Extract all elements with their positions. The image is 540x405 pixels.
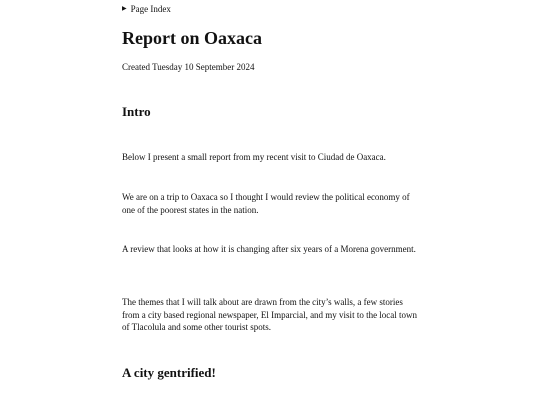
section-heading-intro: Intro	[122, 104, 151, 119]
paragraph: Below I present a small report from my recent visit to Ciudad de Oaxaca.	[122, 152, 386, 162]
created-date: Created Tuesday 10 September 2024	[122, 62, 255, 72]
triangle-right-icon[interactable]: ▶	[122, 6, 127, 12]
paragraph: The themes that I will talk about are drawn from the city’s walls, a few stories from a city based regional newspaper, El Imparcial, and my visit to the local town of Tlacolula and some other tourist spots.	[122, 297, 418, 332]
paragraph: A review that looks at how it is changing after six years of a Morena government.	[122, 244, 416, 254]
section-heading-city-gentrified: A city gentrified!	[122, 365, 216, 380]
paragraph: We are on a trip to Oaxaca so I thought I would review the political economy of one of the poorest states in the nation.	[122, 192, 410, 215]
page-title: Report on Oaxaca	[122, 28, 262, 48]
page-index-label[interactable]: Page Index	[130, 4, 171, 14]
page-index-toggle[interactable]	[122, 3, 171, 15]
